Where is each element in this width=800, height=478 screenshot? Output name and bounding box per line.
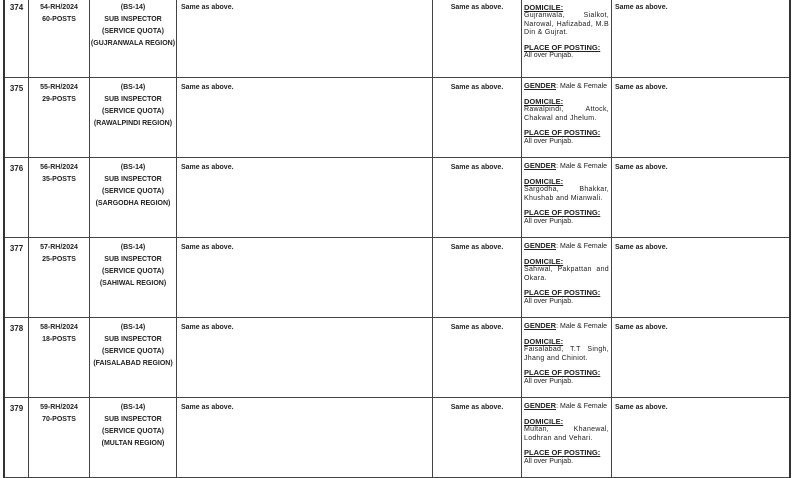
- domicile-value: Rawalpindi, Attock, Chakwal and Jhelum.: [524, 106, 609, 122]
- domicile-value: Multan, Khanewal, Lodhran and Vehari.: [524, 426, 609, 442]
- case-reference: [29, 318, 90, 397]
- table-row: [5, 78, 789, 158]
- quota: (SERVICE QUOTA): [102, 28, 164, 35]
- basic-scale: (BS-14): [120, 244, 146, 251]
- gender-value: : Male & Female: [556, 403, 608, 410]
- designation: SUB INSPECTOR: [104, 336, 162, 343]
- quota: (SERVICE QUOTA): [102, 108, 164, 115]
- table-row: [5, 318, 789, 398]
- posting-value: All over Punjab.: [524, 377, 574, 385]
- qualification-cell: Same as above.: [177, 398, 433, 477]
- table-row: [5, 398, 789, 478]
- region: (FAISALABAD REGION): [93, 360, 173, 367]
- gender-value: : Male & Female: [556, 83, 608, 90]
- basic-scale: (BS-14): [120, 84, 146, 91]
- post-title: [90, 0, 177, 77]
- gender-line: [524, 402, 609, 412]
- qualification-cell: Same as above.: [177, 238, 433, 317]
- case-reference: [29, 398, 90, 477]
- domicile-label: DOMICILE:: [524, 256, 564, 266]
- gender-line: [524, 82, 609, 92]
- advert-ref: 54-RH/2024: [40, 4, 78, 11]
- age-cell: Same as above.: [433, 318, 522, 397]
- serial-number: 378: [5, 318, 29, 397]
- table-row: [5, 0, 789, 78]
- case-reference: [29, 238, 90, 317]
- age-cell: Same as above.: [433, 78, 522, 157]
- eligibility-cell: [522, 318, 612, 397]
- domicile-value: Sargodha, Bhakkar, Khushab and Mianwali.: [524, 186, 609, 202]
- advert-ref: 56-RH/2024: [40, 164, 78, 171]
- post-count: 25-POSTS: [42, 256, 76, 263]
- domicile-value: Faisalabad, T.T Singh, Jhang and Chiniot.: [524, 346, 609, 362]
- basic-scale: (BS-14): [120, 164, 146, 171]
- post-title: [90, 398, 177, 477]
- post-title: [90, 318, 177, 397]
- post-count: 29-POSTS: [42, 96, 76, 103]
- designation: SUB INSPECTOR: [104, 256, 162, 263]
- region: (RAWALPINDI REGION): [93, 120, 173, 127]
- basic-scale: (BS-14): [120, 4, 146, 11]
- post-count: 18-POSTS: [42, 336, 76, 343]
- domicile-value: Sahiwal, Pakpattan and Okara.: [524, 266, 609, 282]
- designation: SUB INSPECTOR: [104, 16, 162, 23]
- region: (MULTAN REGION): [101, 440, 165, 447]
- post-title: [90, 158, 177, 237]
- qualification-cell: Same as above.: [177, 158, 433, 237]
- region: (GUJRANWALA REGION): [90, 40, 176, 47]
- advert-ref: 59-RH/2024: [40, 404, 78, 411]
- case-reference: [29, 158, 90, 237]
- domicile-label: DOMICILE:: [524, 416, 564, 426]
- serial-number: 374: [5, 0, 29, 77]
- posting-label: PLACE OF POSTING:: [524, 288, 601, 297]
- basic-scale: (BS-14): [120, 324, 146, 331]
- gender-label: GENDER: [524, 321, 557, 330]
- gender-value: : Male & Female: [556, 243, 608, 250]
- age-cell: Same as above.: [433, 0, 522, 77]
- domicile-value: Gujranwala, Sialkot, Narowal, Hafizabad, M.B Din & Gujrat.: [524, 12, 609, 36]
- remarks-cell: Same as above.: [615, 164, 668, 171]
- posting-value: All over Punjab.: [524, 297, 574, 305]
- gender-line: [524, 162, 609, 172]
- eligibility-cell: [522, 78, 612, 157]
- domicile-label: DOMICILE:: [524, 336, 564, 346]
- gender-value: : Male & Female: [556, 323, 608, 330]
- gender-label: GENDER: [524, 161, 557, 170]
- eligibility-cell: [522, 0, 612, 77]
- region: (SAHIWAL REGION): [99, 280, 167, 287]
- case-reference: [29, 0, 90, 77]
- post-count: 60-POSTS: [42, 16, 76, 23]
- age-cell: Same as above.: [433, 158, 522, 237]
- post-title: [90, 78, 177, 157]
- posting-label: PLACE OF POSTING:: [524, 128, 601, 137]
- serial-number: 379: [5, 398, 29, 477]
- posting-value: All over Punjab.: [524, 217, 574, 225]
- posting-label: PLACE OF POSTING:: [524, 448, 601, 457]
- gender-line: [524, 242, 609, 252]
- quota: (SERVICE QUOTA): [102, 428, 164, 435]
- posting-label: PLACE OF POSTING:: [524, 368, 601, 377]
- case-reference: [29, 78, 90, 157]
- posting-value: All over Punjab.: [524, 137, 574, 145]
- quota: (SERVICE QUOTA): [102, 348, 164, 355]
- basic-scale: (BS-14): [120, 404, 146, 411]
- remarks-cell: Same as above.: [615, 324, 668, 331]
- gender-label: GENDER: [524, 241, 557, 250]
- gender-label: GENDER: [524, 401, 557, 410]
- advert-ref: 55-RH/2024: [40, 84, 78, 91]
- posting-value: All over Punjab.: [524, 457, 574, 465]
- quota: (SERVICE QUOTA): [102, 268, 164, 275]
- designation: SUB INSPECTOR: [104, 416, 162, 423]
- post-count: 35-POSTS: [42, 176, 76, 183]
- designation: SUB INSPECTOR: [104, 96, 162, 103]
- eligibility-cell: [522, 158, 612, 237]
- remarks-cell: Same as above.: [615, 4, 668, 11]
- gender-line: [524, 322, 609, 332]
- advert-ref: 58-RH/2024: [40, 324, 78, 331]
- gender-label: GENDER: [524, 81, 557, 90]
- posting-value: All over Punjab.: [524, 52, 574, 59]
- qualification-cell: Same as above.: [177, 0, 433, 77]
- designation: SUB INSPECTOR: [104, 176, 162, 183]
- serial-number: 375: [5, 78, 29, 157]
- posting-label: PLACE OF POSTING:: [524, 208, 601, 217]
- post-count: 70-POSTS: [42, 416, 76, 423]
- posting-label: PLACE OF POSTING:: [524, 42, 601, 52]
- domicile-label: DOMICILE:: [524, 96, 564, 106]
- eligibility-cell: [522, 398, 612, 477]
- advert-ref: 57-RH/2024: [40, 244, 78, 251]
- domicile-label: DOMICILE:: [524, 176, 564, 186]
- recruitment-table: [3, 0, 791, 478]
- table-row: [5, 158, 789, 238]
- table-row: [5, 238, 789, 318]
- qualification-cell: Same as above.: [177, 318, 433, 397]
- post-title: [90, 238, 177, 317]
- qualification-cell: Same as above.: [177, 78, 433, 157]
- remarks-cell: Same as above.: [615, 404, 668, 411]
- remarks-cell: Same as above.: [615, 244, 668, 251]
- region: (SARGODHA REGION): [95, 200, 171, 207]
- serial-number: 377: [5, 238, 29, 317]
- eligibility-cell: [522, 238, 612, 317]
- gender-value: : Male & Female: [556, 163, 608, 170]
- age-cell: Same as above.: [433, 398, 522, 477]
- remarks-cell: Same as above.: [615, 84, 668, 91]
- age-cell: Same as above.: [433, 238, 522, 317]
- serial-number: 376: [5, 158, 29, 237]
- quota: (SERVICE QUOTA): [102, 188, 164, 195]
- domicile-label: DOMICILE:: [524, 2, 564, 12]
